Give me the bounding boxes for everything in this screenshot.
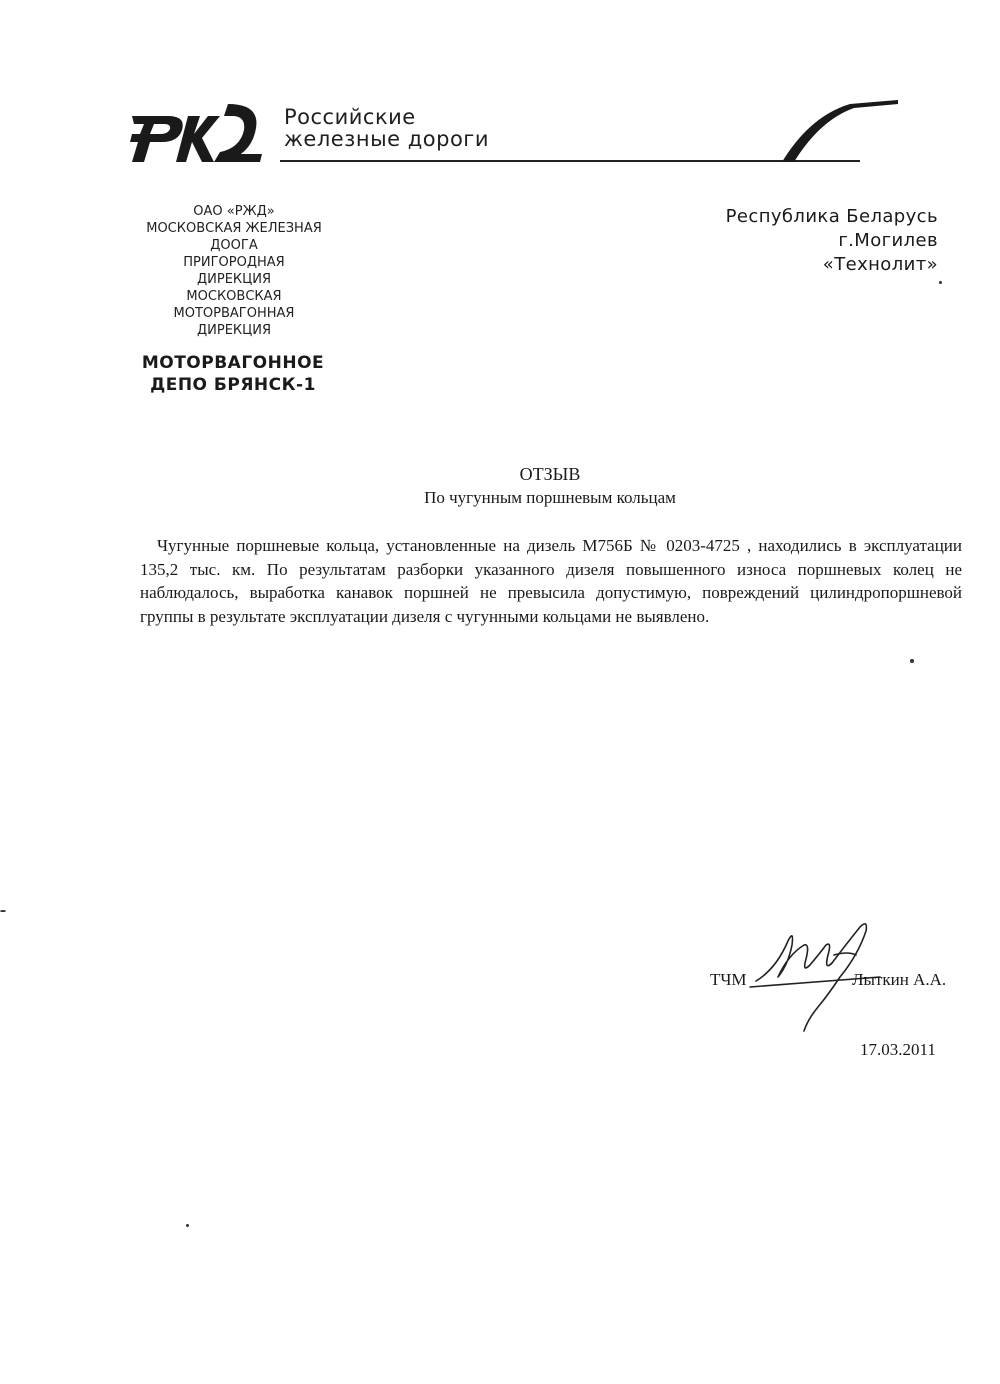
sender-line: МОТОРВАГОННАЯ [173,306,295,321]
sender-line: ДИРЕКЦИЯ [196,272,271,287]
letterhead-swoosh-icon [770,96,900,168]
recipient-line: «Технолит» [822,254,938,275]
sender-line: МОСКОВСКАЯ ЖЕЛЕЗНАЯ [146,221,322,236]
sender-line: ОАО «РЖД» [193,204,275,219]
signatory-position: ТЧМ [710,970,747,989]
sender-block [128,203,340,339]
brand-name [284,106,489,150]
recipient-block [620,205,938,277]
sender-line: МОСКОВСКАЯ [186,289,282,304]
scan-speck [939,281,942,284]
brand-line-2: железные дороги [284,127,489,151]
sender-line: ДООГА [210,238,258,253]
scan-speck [186,1224,189,1227]
depot-name [118,352,348,396]
scan-speck [0,910,6,912]
sender-line: ПРИГОРОДНАЯ [183,255,285,270]
document-title: ОТЗЫВ [519,464,581,484]
sender-line: ДИРЕКЦИЯ [196,323,271,338]
document-date: 17.03.2011 [860,1040,936,1059]
recipient-line: Республика Беларусь [725,206,938,227]
document-subtitle: По чугунным поршневым кольцам [424,488,676,507]
signatory-name: Лыткин А.А. [852,970,947,989]
rzd-logo-icon [128,98,273,168]
depot-line: ДЕПО БРЯНСК-1 [150,375,316,395]
scan-speck [910,659,914,663]
recipient-line: г.Могилев [838,230,938,251]
depot-line: МОТОРВАГОННОЕ [141,353,325,373]
document-body: Чугунные поршневые кольца, установленные на дизель М756Б № 0203-4725 , находились в эксплуатации 135,2 тыс. км. По результатам разборки указанного дизеля повышенного износа поршневых колец не наблюдалось, выработка канавок поршней не превысила допустимую, повреждений цилиндропоршневой группы в результате эксплуатации дизеля с чугунными кольцами не выявлено. [140,536,962,626]
brand-line-1: Российские [284,105,416,129]
